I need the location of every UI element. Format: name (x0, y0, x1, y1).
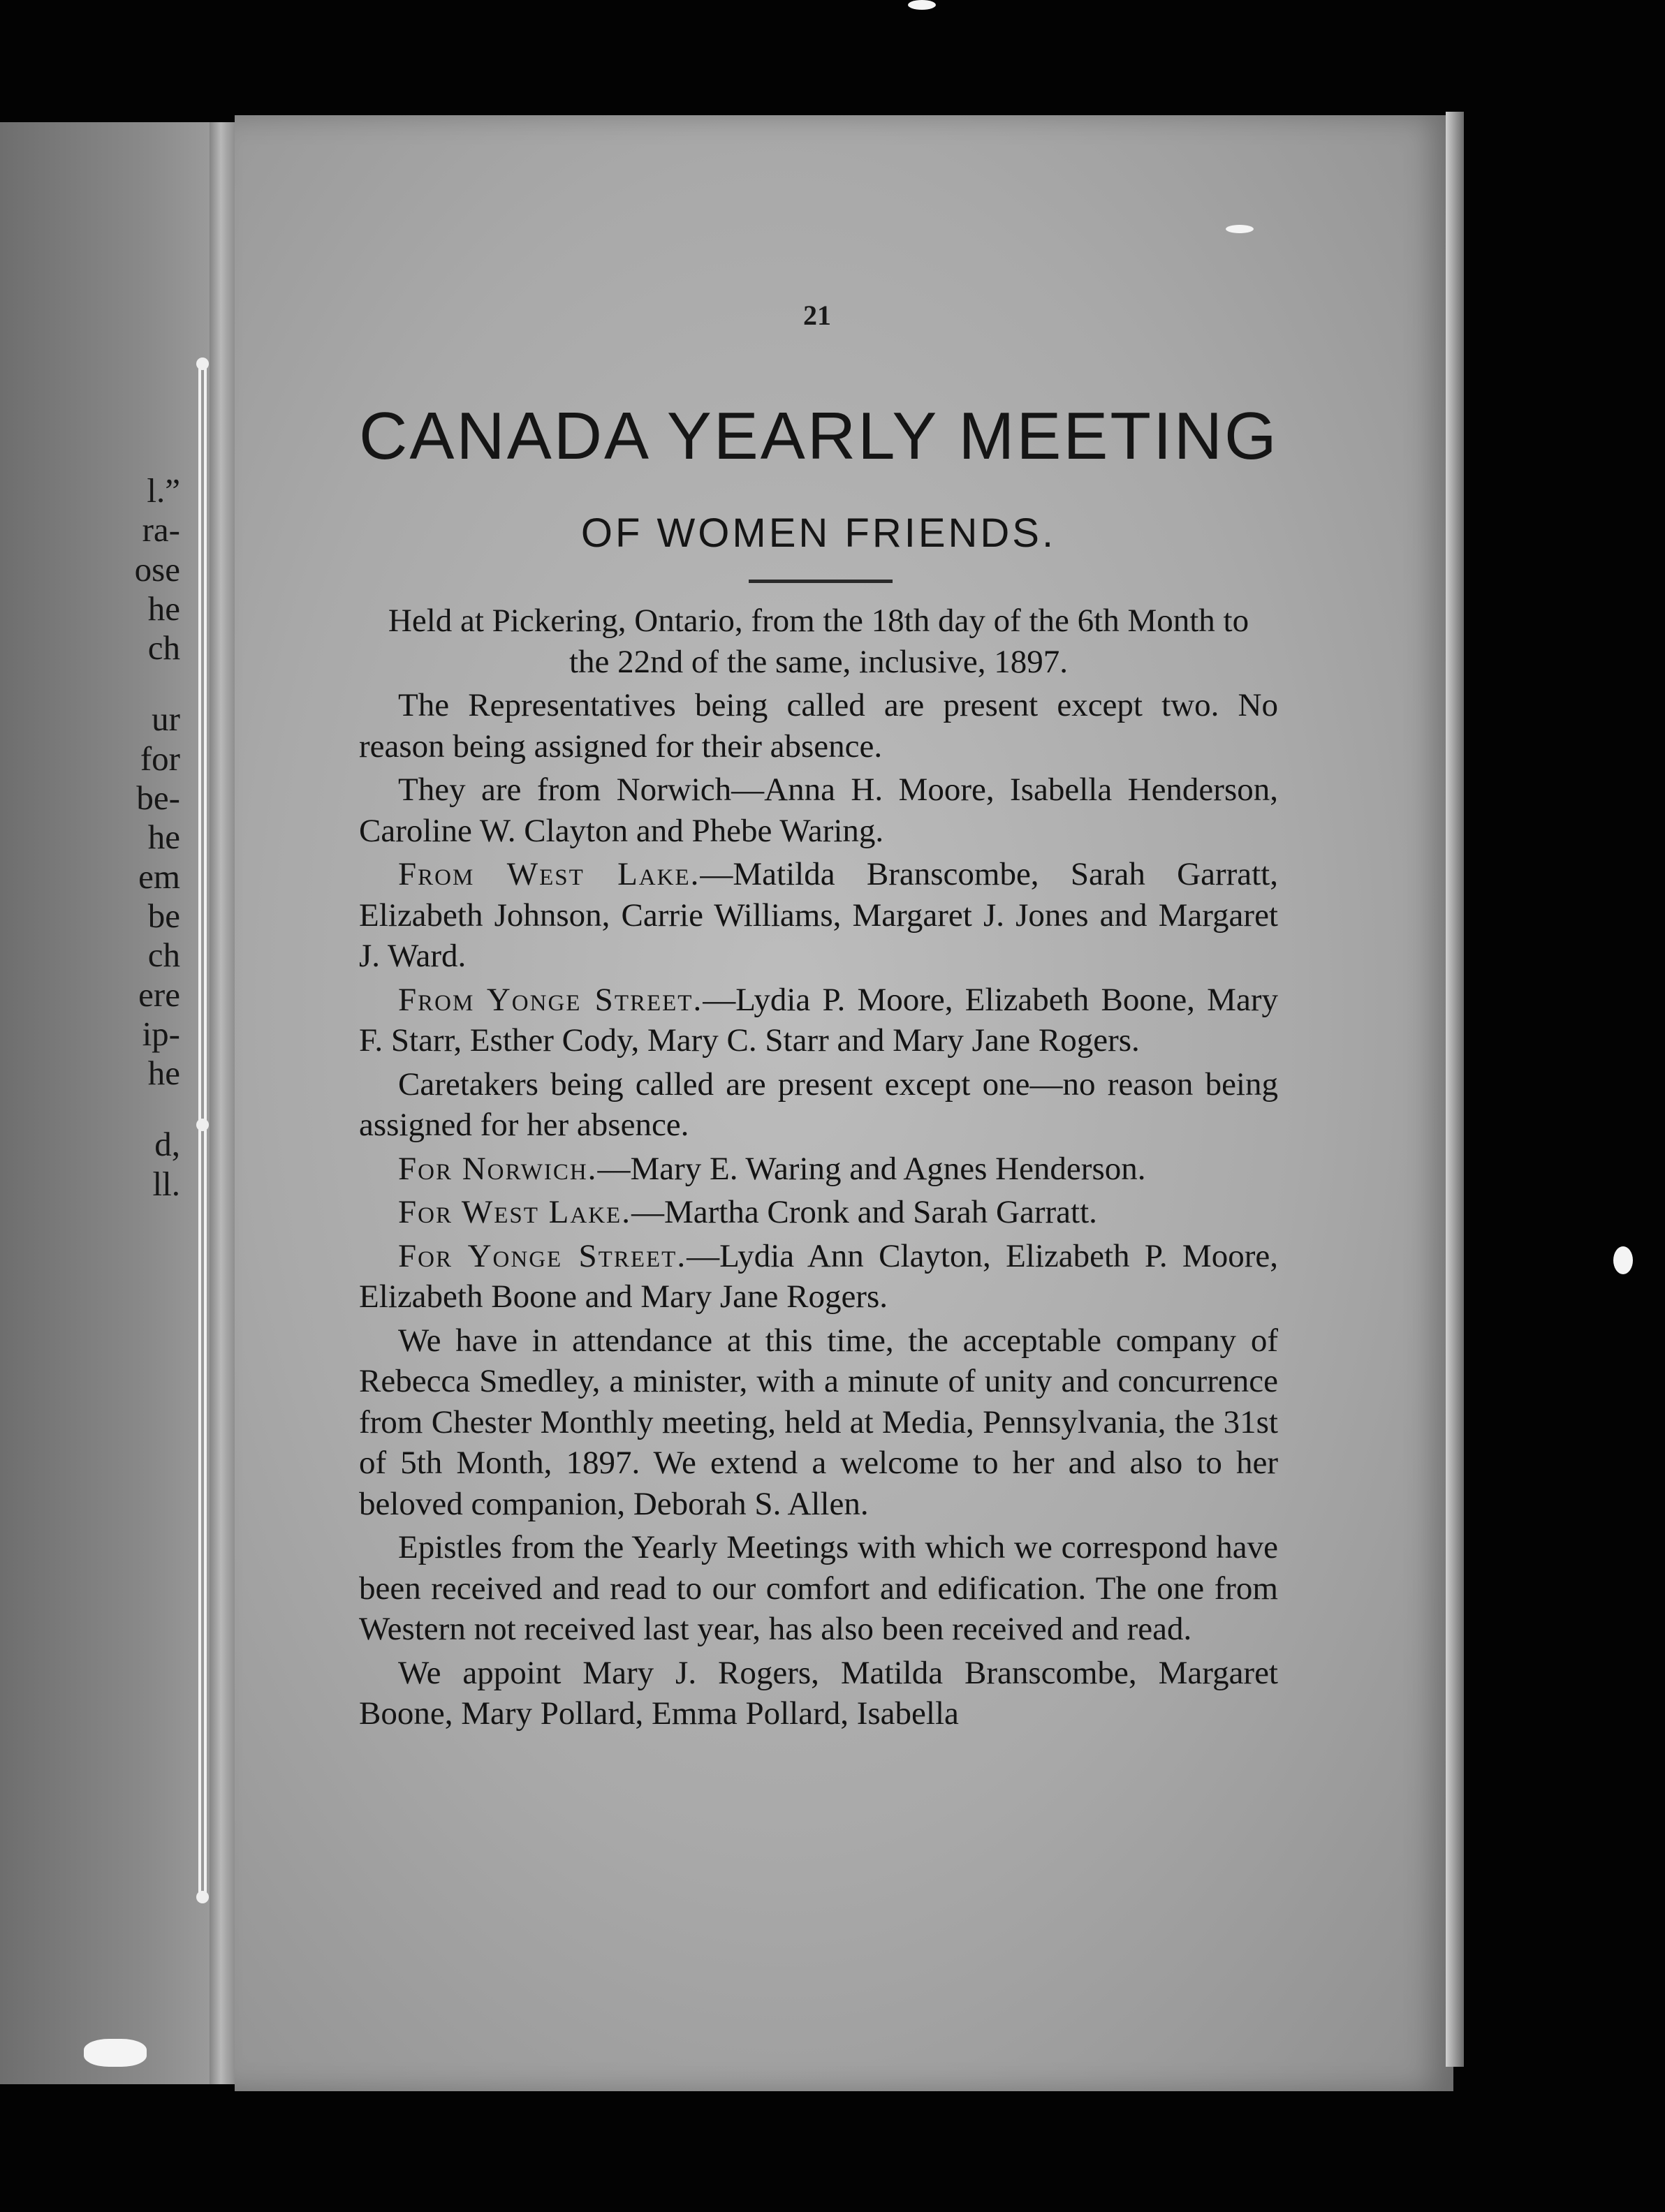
left-facing-page (0, 122, 210, 2084)
norwich-care-names: —Mary E. Waring and Agnes Henderson. (597, 1150, 1146, 1187)
stitch-knot (196, 357, 209, 370)
paragraph-held-at: Held at Pickering, Ontario, from the 18th day of the 6th Month to the 22nd of the same, inclusive, 1897. (388, 603, 1249, 680)
left-fragment: he (147, 818, 180, 857)
book-gutter (210, 122, 235, 2084)
title-divider (749, 580, 893, 583)
left-page-text-fragments (124, 471, 180, 1204)
paragraph-yonge-reps (359, 980, 1278, 1061)
yonge-care-label: For Yonge Street. (398, 1237, 687, 1274)
stitch-knot (196, 1891, 209, 1903)
left-fragment-gap (124, 1093, 180, 1125)
paragraph-epistles: Epistles from the Yearly Meetings with which we correspond have been received and read to our comfort and edification. The one from Western not received last year, has also been received and read. (359, 1529, 1278, 1647)
left-fragment: be (147, 896, 180, 935)
page-edge-shadow (1446, 112, 1464, 2067)
film-speck (84, 2039, 147, 2067)
left-fragment: be- (136, 779, 180, 818)
west-lake-reps-names: —Matilda Branscombe, Sarah Garratt, Elizabeth Johnson, Carrie Williams, Margaret J. Jones and Margaret J. Ward. (359, 856, 1278, 974)
paragraph-caretakers: Caretakers being called are present except one—no reason being assigned for her absence. (359, 1066, 1278, 1143)
left-fragment: l.” (147, 471, 180, 510)
left-fragment-gap (124, 668, 180, 700)
left-fragment: he (147, 589, 180, 628)
page-subtitle: OF WOMEN FRIENDS. (580, 510, 1057, 556)
left-fragment: ra- (142, 510, 180, 550)
paragraph-appoint: We appoint Mary J. Rogers, Matilda Branscombe, Margaret Boone, Mary Pollard, Emma Pollard, Isabella (359, 1654, 1278, 1732)
paragraph-norwich-reps: They are from Norwich—Anna H. Moore, Isabella Henderson, Caroline W. Clayton and Phebe Waring. (359, 772, 1278, 849)
paragraph-yonge-caretakers (359, 1236, 1278, 1318)
film-speck (1613, 1246, 1633, 1274)
yonge-reps-names: —Lydia P. Moore, Elizabeth Boone, Mary F. Starr, Esther Cody, Mary C. Starr and Mary Jane Rogers. (359, 981, 1278, 1059)
paragraph-attendance: We have in attendance at this time, the acceptable company of Rebecca Smedley, a minister, with a minute of unity and concurrence from Chester Monthly meeting, held at Media, Pennsylvania, the 31st of 5th Month, 1897. We extend a welcome to her and also to her beloved companion, Deborah S. Allen. (359, 1322, 1278, 1522)
west-lake-care-label: For West Lake. (398, 1194, 631, 1230)
yonge-reps-label: From Yonge Street. (398, 981, 703, 1018)
left-fragment: em (138, 857, 180, 896)
left-fragment: ch (147, 628, 180, 668)
norwich-care-label: For Norwich. (398, 1150, 598, 1187)
left-fragment: ur (152, 700, 180, 739)
left-fragment: he (147, 1054, 180, 1093)
page-number: 21 (803, 300, 831, 331)
left-fragment: ch (147, 936, 180, 975)
left-fragment: ip- (142, 1014, 180, 1053)
west-lake-care-names: —Martha Cronk and Sarah Garratt. (631, 1194, 1097, 1230)
binding-stitch (198, 363, 207, 1899)
yonge-care-names: —Lydia Ann Clayton, Elizabeth P. Moore, Elizabeth Boone and Mary Jane Rogers. (359, 1237, 1278, 1315)
stitch-knot (196, 1119, 209, 1131)
film-speck (908, 0, 936, 10)
paragraph-representatives: The Representatives being called are present except two. No reason being assigned for their absence. (359, 687, 1278, 765)
paragraph-west-lake-reps (359, 854, 1278, 977)
left-fragment: ll. (152, 1164, 180, 1203)
left-fragment: for (140, 739, 180, 778)
film-speck (1226, 225, 1254, 233)
paragraph-norwich-caretakers (359, 1149, 1278, 1190)
left-fragment: ose (134, 550, 180, 589)
left-fragment: ere (138, 975, 180, 1014)
paragraph-west-lake-caretakers (359, 1192, 1278, 1233)
west-lake-reps-label: From West Lake. (398, 856, 701, 892)
page-title: CANADA YEARLY MEETING (359, 399, 1279, 473)
minutes-body (359, 600, 1278, 1734)
left-fragment: d, (154, 1125, 180, 1164)
